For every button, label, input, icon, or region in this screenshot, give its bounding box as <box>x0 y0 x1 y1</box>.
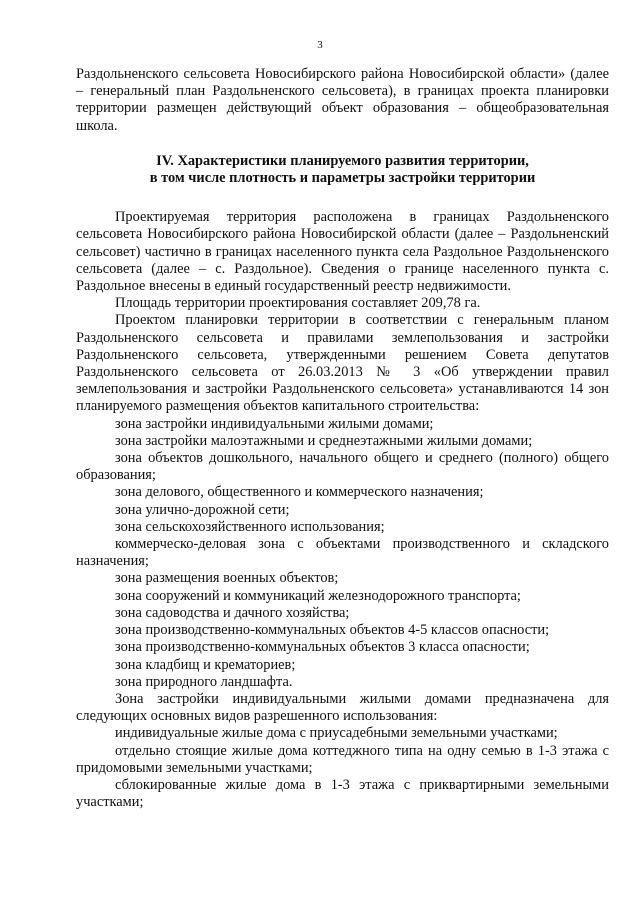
zone-item: зона объектов дошкольного, начального общего и среднего (полного) общего образования; <box>76 450 609 484</box>
zone-item: зона природного ландшафта. <box>115 673 293 690</box>
zone-item: зона делового, общественного и коммерческого назначения; <box>115 484 484 501</box>
paragraph-area: Площадь территории проектирования составляет 209,78 га. <box>115 295 481 312</box>
section-title-line-2: в том числе плотность и параметры застройки территории <box>149 170 536 187</box>
zone-item: коммерческо-деловая зона с объектами производственного и складского назначения; <box>76 536 609 570</box>
section-title <box>76 153 609 187</box>
zone-item: зона застройки индивидуальными жилыми домами; <box>115 415 434 432</box>
use-item: сблокированные жилые дома в 1-3 этажа с приквартирными земельными участками; <box>76 776 609 811</box>
document-body <box>76 66 609 811</box>
zone-item: зона производственно-коммунальных объектов 3 класса опасности; <box>115 639 530 656</box>
zone-item: зона улично-дорожной сети; <box>115 501 290 518</box>
zone-item: зона производственно-коммунальных объектов 4-5 классов опасности; <box>115 622 550 639</box>
zone-item: зона сооружений и коммуникаций железнодорожного транспорта; <box>115 587 521 604</box>
zone-item: зона застройки малоэтажными и среднеэтажными жилыми домами; <box>115 432 533 449</box>
section-title-line-1: IV. Характеристики планируемого развития территории, <box>156 152 529 169</box>
zone-item: зона размещения военных объектов; <box>115 570 339 587</box>
paragraph-territory: Проектируемая территория расположена в границах Раздольненского сельсовета Новосибирского района Новосибирской области (далее – Раздольненский сельсовет) частично в границах населенного пункта села Раздольное Раздольненского сельсовета (далее – с. Раздольное). Сведения о границе населенного пункта с. Раздольное внесены в единый государственный реестр недвижимости. <box>76 209 609 295</box>
zone-item: зона садоводства и дачного хозяйства; <box>115 604 350 621</box>
paragraph-zones-intro: Проектом планировки территории в соответствии с генеральным планом Раздольненского сельсовета и правилами землепользования и застройки Раздольненского сельсовета, утвержденными решением Совета депутатов Раздольненского сельсовета от 26.03.2013 № 3 «Об утверждении правил землепользования и застройки Раздольненского сельсовета» устанавливаются 14 зон планируемого размещения объектов капитального строительства: <box>76 312 609 415</box>
use-item: индивидуальные жилые дома с приусадебными земельными участками; <box>115 725 558 742</box>
intro-paragraph: Раздольненского сельсовета Новосибирского района Новосибирской области» (далее – генеральный план Раздольненского сельсовета), в границах проекта планировки территории размещен действующий объект образования – общеобразовательная школа. <box>76 66 609 134</box>
paragraph-individual-zone: Зона застройки индивидуальными жилыми домами предназначена для следующих основных видов разрешенного использования: <box>76 690 609 725</box>
page-number: 3 <box>317 39 323 51</box>
zone-item: зона кладбищ и крематориев; <box>115 656 296 673</box>
use-item: отдельно стоящие жилые дома коттеджного типа на одну семью в 1-3 этажа с придомовыми земельными участками; <box>76 742 609 776</box>
zone-item: зона сельскохозяйственного использования; <box>115 518 385 535</box>
